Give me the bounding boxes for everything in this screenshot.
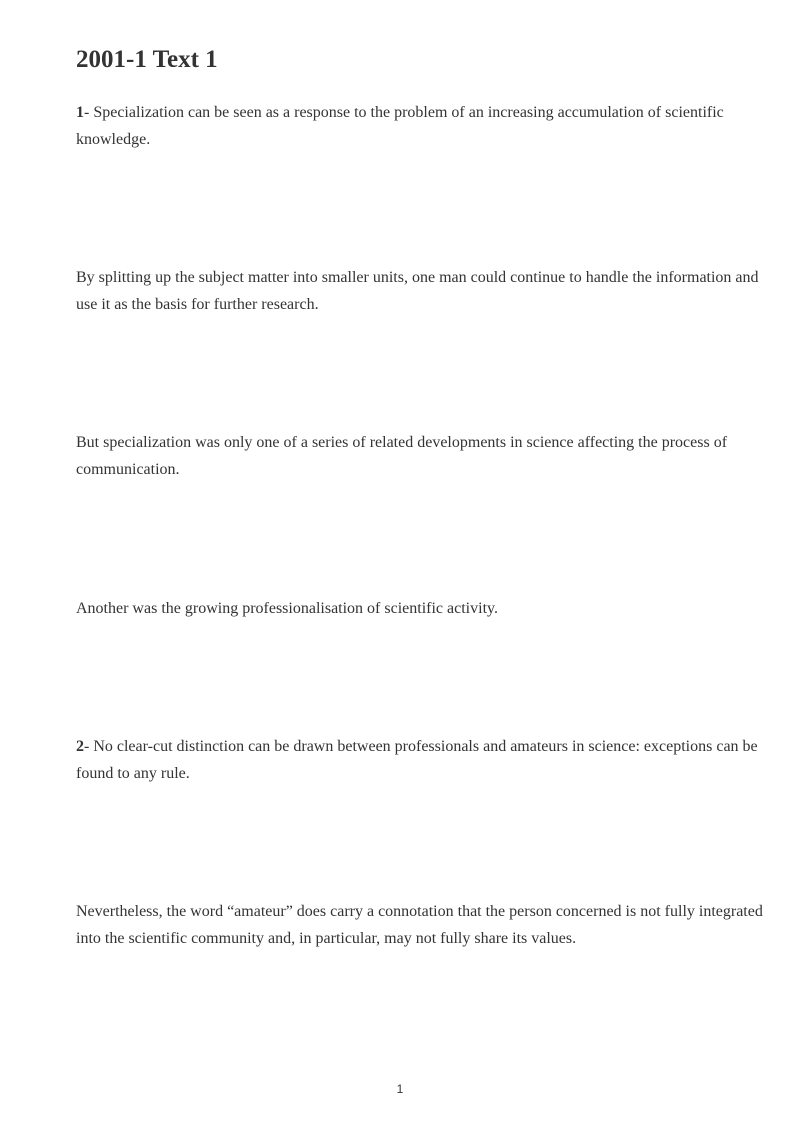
page-number: 1	[396, 1082, 404, 1096]
page-title: 2001-1 Text 1	[76, 46, 218, 73]
section-number: 2	[76, 738, 84, 755]
paragraph-6	[76, 898, 776, 952]
paragraph-text: - Specialization can be seen as a response to the problem of an increasing accumulation of scientific knowledge.	[76, 104, 724, 148]
paragraph-3	[76, 429, 776, 483]
paragraph-text: But specialization was only one of a series of related developments in science affecting the process of communication.	[76, 434, 728, 478]
paragraph-text: - No clear-cut distinction can be drawn between professionals and amateurs in science: exceptions can be found to any rule.	[76, 738, 758, 782]
paragraph-5	[76, 733, 776, 787]
paragraph-text: By splitting up the subject matter into smaller units, one man could continue to handle the information and use it as the basis for further research.	[76, 269, 759, 313]
section-number: 1	[76, 104, 84, 121]
paragraph-2	[76, 264, 776, 318]
paragraph-text: Nevertheless, the word “amateur” does carry a connotation that the person concerned is not fully integrated into the scientific community and, in particular, may not fully share its values.	[76, 903, 763, 947]
paragraph-1	[76, 99, 776, 153]
paragraph-4	[76, 595, 776, 622]
paragraph-text: Another was the growing professionalisation of scientific activity.	[76, 600, 498, 617]
